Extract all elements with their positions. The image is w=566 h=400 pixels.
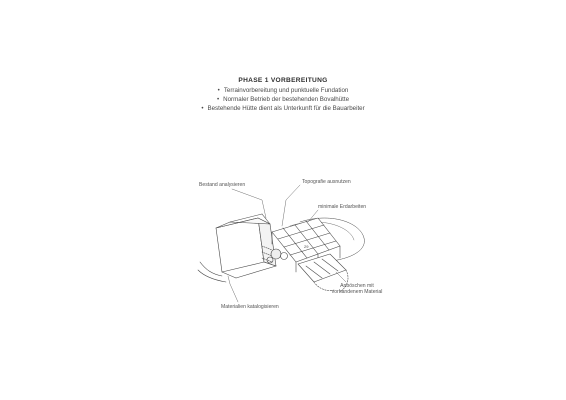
marker-number: 29	[304, 244, 309, 249]
phase-title: PHASE 1 VORBEREITUNG	[238, 77, 328, 84]
label-anboeschen-line1: Anböschen mit	[340, 283, 374, 289]
label-anboeschen-line2: vorhandenem Material	[331, 289, 383, 295]
phase-bullet: • Bestehende Hütte dient als Unterkunft für die Bauarbeiter	[0, 104, 566, 113]
phase-bullet: • Normaler Betrieb der bestehenden Bovalhütte	[0, 95, 566, 104]
label-anboeschen	[322, 283, 392, 295]
label-materialien-katalogisieren: Materialien katalogisieren	[221, 304, 279, 310]
label-bestand-analysieren: Bestand analysieren	[199, 182, 246, 188]
label-topografie-ausnutzen: Topografie ausnutzen	[302, 179, 351, 185]
label-minimale-erdarbeiten: minimale Erdarbeiten	[318, 204, 367, 210]
phase-bullet: • Terrainvorbereitung und punktuelle Fundation	[0, 86, 566, 95]
existing-hut	[216, 214, 276, 278]
